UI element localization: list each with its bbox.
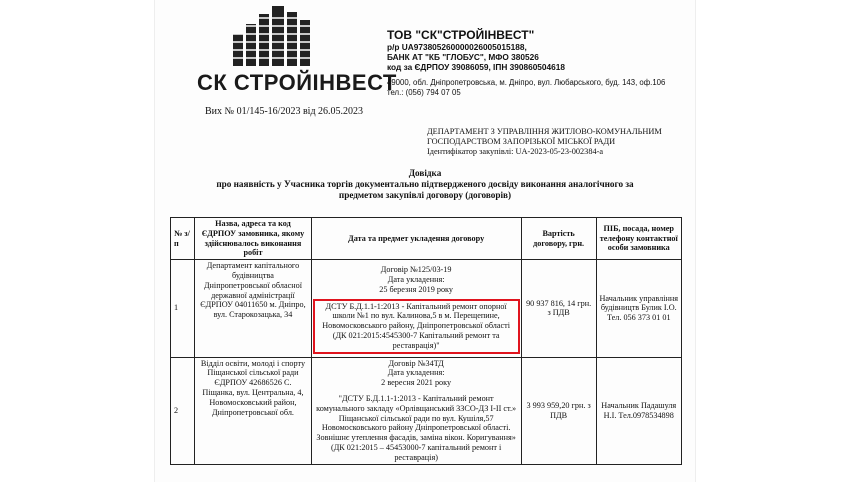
building-logo-icon — [225, 4, 320, 66]
title-heading: Довідка — [408, 168, 442, 178]
row-contact: Начальник Падашуля Н.І. Тел.0978534898 — [596, 357, 682, 464]
row-number: 1 — [171, 260, 195, 357]
contract-subject: "ДСТУ Б.Д.1.1-1:2013 - Капітальний ремонт комунального закладу «Орлівщанський ЗЗСО-ДЗ І-ІІ ст.» Піщанської сільської ради по вул. Кушіля,57 Новомосковського району Дніпропетровської області. Зовнішнє утеплення фасадів, заміна вікон. Коригування» (ДК 021:2015 – 45453000-7 капітальний ремонт і реставрація) — [316, 393, 517, 462]
document-title — [165, 168, 685, 201]
company-phone: тел.: (056) 794 07 05 — [387, 87, 461, 97]
row-customer: Департамент капітального будівництва Дніпропетровської обласної державної адміністрації ЄДРПОУ 04011650 м. Дніпро, вул. Старокозацька, 34 — [195, 260, 311, 357]
company-address: 49000, обл. Дніпропетровська, м. Дніпро, вул. Любарського, буд. 143, оф.106 — [387, 78, 666, 87]
recipient-line-2: ГОСПОДАРСТВОМ ЗАПОРІЗЬКОЇ МІСЬКОЇ РАДИ — [427, 137, 616, 146]
row-contract — [311, 260, 521, 357]
row-value: 3 993 959,20 грн. з ПДВ — [521, 357, 596, 464]
outgoing-number: Вих № 01/145-16/2023 від 26.05.2023 — [205, 106, 364, 117]
header-contact: ПІБ, посада, номер телефону контактної особи замовника — [596, 218, 682, 260]
row-number: 2 — [171, 357, 195, 464]
contract-date-label: Дата укладення: — [387, 368, 445, 378]
highlighted-subject: ДСТУ Б.Д.1.1-1:2013 - Капітальний ремонт опорної школи №1 по вул. Калинова,5 в м. Перещепине, Новомосковського району, Дніпропетровської області (ДК 021:2015:4545300-7 Капітальний ремонт та реставрація)" — [313, 299, 520, 354]
row-value: 90 937 816, 14 грн. з ПДВ — [521, 260, 596, 357]
logo-text: СК СТРОЙІНВЕСТ — [197, 70, 397, 95]
company-details — [387, 28, 687, 97]
header-number: № з/п — [171, 218, 195, 260]
row-contact: Начальник управління будівництв Булик І.О. Тел. 056 373 01 01 — [596, 260, 682, 357]
recipient — [427, 127, 692, 157]
table-row — [171, 260, 682, 357]
row-contract — [311, 357, 521, 464]
header-contract: Дата та предмет укладення договору — [311, 218, 521, 260]
company-codes: код за ЄДРПОУ 39086059, ІПН 390860504618 — [387, 62, 565, 72]
header-customer: Назва, адреса та код ЄДРПОУ замовника, якому здійснювалось виконання робіт — [195, 218, 311, 260]
contract-date-label: Дата укладення: — [387, 274, 445, 284]
header-value: Вартість договору, грн. — [521, 218, 596, 260]
company-bank: БАНК АТ "КБ "ГЛОБУС", МФО 380526 — [387, 52, 539, 62]
table-header-row — [171, 218, 682, 260]
company-name: ТОВ "СК"СТРОЙІНВЕСТ" — [387, 28, 535, 42]
contract-number: Договір №34ТД — [388, 358, 444, 368]
contract-number: Договір №125/03-19 — [380, 265, 452, 275]
table-row — [171, 357, 682, 464]
recipient-line-3: Ідентифікатор закупівлі: UA-2023-05-23-002384-а — [427, 147, 604, 156]
recipient-line-1: ДЕПАРТАМЕНТ З УПРАВЛІННЯ ЖИТЛОВО-КОМУНАЛЬНИМ — [427, 127, 662, 136]
row-customer: Відділ освіти, молоді і спорту Піщанської сільської ради ЄДРПОУ 42686526 С. Піщанка, вул. Центральна, 4, Новомосковський район, Дніпропетровської обл. — [195, 357, 311, 464]
company-account: р/р UA973805260000026005015188, — [387, 42, 527, 52]
document-page — [155, 0, 695, 482]
contract-date: 2 вересня 2021 року — [381, 378, 452, 388]
experience-table — [170, 217, 682, 465]
title-body: про наявність у Учасника торгів документально підтвердженого досвіду виконання аналогічного за предметом закупівлі договору (договорів) — [216, 179, 634, 200]
contract-date: 25 березня 2019 року — [379, 284, 453, 294]
